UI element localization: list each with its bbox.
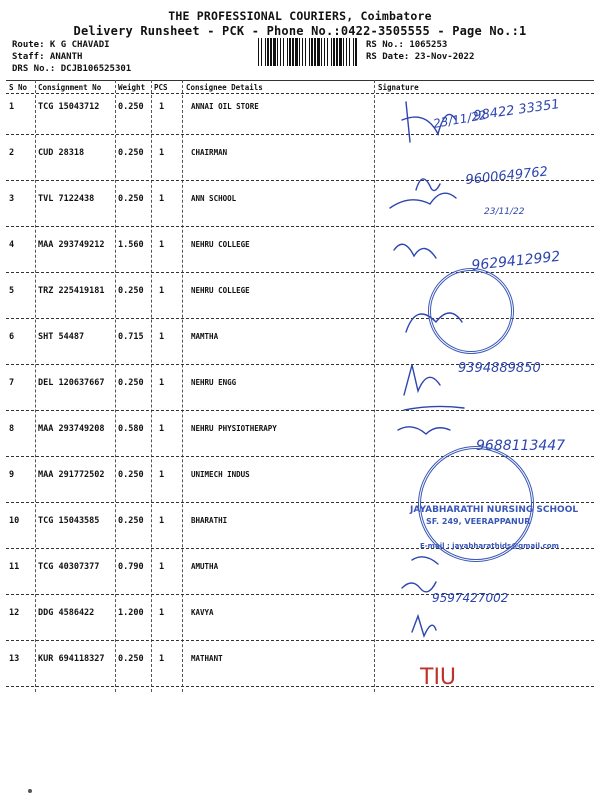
signature-mark	[404, 365, 440, 395]
cell-weight: 0.250	[118, 148, 144, 158]
col-header-consignment: Consignment No	[38, 83, 102, 92]
cell-pcs: 1	[159, 470, 165, 480]
cell-consignment: TCG 15043585	[38, 516, 100, 526]
cell-pcs: 1	[159, 102, 165, 112]
cell-pcs: 1	[159, 516, 165, 526]
cell-consignee: NEHRU COLLEGE	[191, 286, 250, 295]
cell-consignee: MATHANT	[191, 654, 223, 663]
col-header-signature: Signature	[378, 83, 419, 92]
cell-weight: 0.715	[118, 332, 144, 342]
cell-consignment: MAA 293749208	[38, 424, 105, 434]
column-divider	[182, 80, 183, 692]
cell-weight: 0.250	[118, 286, 144, 296]
cell-sno: 11	[9, 562, 20, 572]
col-header-pcs: PCS	[154, 83, 168, 92]
cell-sno: 13	[9, 654, 20, 664]
signature-phone: 9688113447	[476, 438, 566, 454]
cell-consignment: DDG 4586422	[38, 608, 95, 618]
cell-weight: 0.250	[118, 654, 144, 664]
signature-phone: 9597427002	[432, 591, 509, 605]
cell-consignee: ANNAI OIL STORE	[191, 102, 259, 111]
cell-consignee: NEHRU COLLEGE	[191, 240, 250, 249]
signature-date: 23/11/22	[432, 107, 488, 131]
cell-consignment: TVL 7122438	[38, 194, 95, 204]
company-stamp	[418, 446, 534, 562]
cell-consignment: TCG 40307377	[38, 562, 100, 572]
cell-consignee: UNIMECH INDUS	[191, 470, 250, 479]
cell-consignee: MAMTHA	[191, 332, 219, 341]
stamp-school-address: SF. 249, VEERAPPANUR	[426, 517, 531, 526]
cell-consignment: KUR 694118327	[38, 654, 105, 664]
cell-pcs: 1	[159, 332, 165, 342]
signature-mark	[404, 406, 464, 410]
cell-weight: 0.250	[118, 194, 144, 204]
cell-consignment: DEL 120637667	[38, 378, 105, 388]
cell-pcs: 1	[159, 148, 165, 158]
column-divider	[35, 80, 36, 692]
cell-pcs: 1	[159, 608, 165, 618]
signature-phone: 9629412992	[470, 248, 562, 274]
cell-pcs: 1	[159, 378, 165, 388]
cell-consignment: CUD 28318	[38, 148, 85, 158]
cell-sno: 8	[9, 424, 15, 434]
cell-consignee: AMUTHA	[191, 562, 219, 571]
cell-pcs: 1	[159, 240, 165, 250]
staff-label: Staff: ANANTH	[12, 52, 83, 62]
barcode	[258, 38, 358, 66]
cell-pcs: 1	[159, 654, 165, 664]
rs-number: RS No.: 1065253	[366, 40, 448, 50]
signature-area	[376, 80, 588, 700]
cell-sno: 10	[9, 516, 20, 526]
cell-sno: 9	[9, 470, 15, 480]
cell-sno: 7	[9, 378, 15, 388]
cell-weight: 0.250	[118, 516, 144, 526]
signature-mark	[416, 179, 440, 191]
cell-consignee: NEHRU PHYSIOTHERAPY	[191, 424, 277, 433]
cell-sno: 1	[9, 102, 15, 112]
cell-consignment: TCG 15043712	[38, 102, 100, 112]
cell-sno: 6	[9, 332, 15, 342]
cell-consignee: ANN SCHOOL	[191, 194, 237, 203]
cell-weight: 0.790	[118, 562, 144, 572]
scan-dot	[28, 789, 32, 793]
cell-consignment: MAA 291772502	[38, 470, 105, 480]
cell-consignment: TRZ 225419181	[38, 286, 105, 296]
cell-consignee: KAVYA	[191, 608, 214, 617]
signature-mark	[402, 582, 436, 592]
cell-weight: 0.580	[118, 424, 144, 434]
cell-sno: 4	[9, 240, 15, 250]
signature-mark	[406, 102, 410, 142]
signature-mark	[412, 616, 436, 636]
cell-pcs: 1	[159, 562, 165, 572]
signature-phone: 9394889850	[458, 361, 541, 376]
signature-phone: 98422 33351	[472, 97, 561, 124]
cell-pcs: 1	[159, 286, 165, 296]
cell-consignment: MAA 293749212	[38, 240, 105, 250]
cell-weight: 0.250	[118, 102, 144, 112]
cell-consignee: CHAIRMAN	[191, 148, 228, 157]
route-label: Route: K G CHAVADI	[12, 40, 110, 50]
cell-pcs: 1	[159, 194, 165, 204]
column-divider	[374, 80, 375, 692]
cell-consignment: SHT 54487	[38, 332, 85, 342]
col-header-weight: Weight	[118, 83, 146, 92]
signature-date: 23/11/22	[484, 207, 525, 217]
cell-sno: 2	[9, 148, 15, 158]
runsheet-company-title: THE PROFESSIONAL COURIERS, Coimbatore	[168, 9, 432, 23]
cell-consignee: BHARATHI	[191, 516, 228, 525]
cell-sno: 12	[9, 608, 20, 618]
cell-weight: 1.560	[118, 240, 144, 250]
cell-consignee: NEHRU ENGG	[191, 378, 237, 387]
red-ink-mark: TIU	[420, 665, 457, 690]
cell-sno: 5	[9, 286, 15, 296]
cell-weight: 0.250	[118, 378, 144, 388]
rs-date: RS Date: 23-Nov-2022	[366, 52, 475, 62]
signature-mark	[390, 193, 456, 208]
column-divider	[115, 80, 116, 692]
stamp-school-email: E-mail : jayabharathids@gmail.com	[420, 542, 559, 550]
column-divider	[151, 80, 152, 692]
col-header-sno: S No	[9, 83, 28, 92]
signature-phone: 9600649762	[464, 164, 549, 188]
cell-weight: 0.250	[118, 470, 144, 480]
drs-number: DRS No.: DCJB106525301	[12, 64, 132, 74]
signature-mark	[394, 244, 436, 258]
cell-pcs: 1	[159, 424, 165, 434]
signature-mark	[412, 557, 438, 564]
college-stamp	[428, 268, 514, 354]
cell-sno: 3	[9, 194, 15, 204]
stamp-school-name: JAYABHARATHI NURSING SCHOOL	[410, 505, 579, 515]
cell-weight: 1.200	[118, 608, 144, 618]
runsheet-subtitle: Delivery Runsheet - PCK - Phone No.:0422-3505555 - Page No.:1	[73, 24, 527, 38]
col-header-consignee: Consignee Details	[186, 83, 263, 92]
signature-mark	[398, 427, 450, 434]
